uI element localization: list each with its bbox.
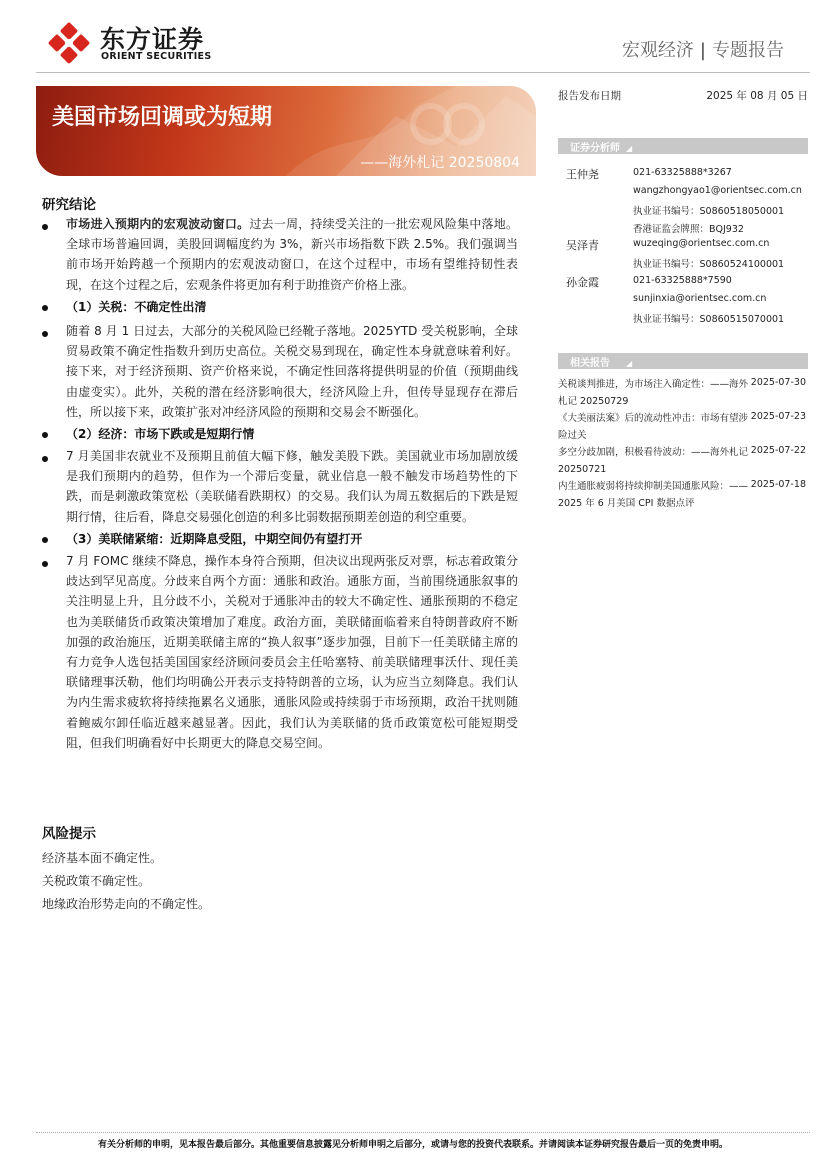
analyst-email[interactable]: wangzhongyao1@orientsec.com.cn: [633, 185, 802, 196]
heading-arrow-icon: ◢: [626, 144, 633, 153]
risk-item: 关税政策不确定性。: [42, 874, 151, 888]
category-sub-label: 专题报告: [712, 40, 784, 61]
footer-disclaimer: 有关分析师的申明，见本报告最后部分。其他重要信息披露见分析师申明之后部分，或请与您的投资代表联系。并请阅读本证券研究报告最后一页的免责申明。: [97, 1140, 728, 1150]
orient-logo-icon: [48, 22, 90, 64]
bullet-dot: [42, 561, 48, 567]
publish-date-value: 2025 年 08 月 05 日: [706, 90, 808, 102]
related-report-date: 2025-07-23: [750, 411, 806, 422]
category-separator: |: [699, 40, 706, 61]
header-divider: [36, 72, 810, 73]
fed-paragraph: 7 月 FOMC 继续不降息，操作本身符合预期，但决议出现两张反对票，标志着政策分歧达到罕见高度。分歧来自两个方面：通胀和政治。通胀方面，当前围绕通胀叙事的关注明显上升，且分歧不小，关税对于通胀冲击的较大不确定性、通胀预期的不稳定也为美联储货币政策决策增加了难度。政治方面，美联储面临着来自特朗普政府不断加强的政治施压，近期美联储主席的“换人叙事”逐步加强，目前下一任美联储主席的有力竞争人选包括美国国家经济顾问委员会主任哈塞特、前美联储理事沃什、现任美联储理事沃勒，他们均明确公开表示支持特朗普的立场，认为应当立刻降息。我们认为内生需求疲软将持续拖累名义通胀，通胀风险或持续弱于市场预期，政治干扰则随着鲍威尔卸任临近越来越显著。因此，我们认为美联储的货币政策宽松可能短期受阻，但我们明确看好中长期更大的降息交易空间。: [66, 554, 518, 750]
tariff-paragraph: 随着 8 月 1 日过去，大部分的关税风险已经靴子落地。2025YTD 受关税影响，全球贸易政策不确定性指数升到历史高位。关税交易到现在，确定性本身就意味着利好。接下来，对于经济预期、资产价格来说，不确定性回落将提供明显的价值（预期曲线由虚变实）。此外，关税的潜在经济影响很大，经济风险上升，但传导显现存在滞后性，所以接下来，政策扩张对冲经济风险的预期和交易会不断强化。: [66, 324, 518, 419]
analyst-phone: 021-63325888*7590: [633, 275, 732, 286]
report-subtitle: ——海外札记 20250804: [360, 155, 520, 171]
analyst-hk-license: 香港证监会牌照：BQJ932: [633, 224, 744, 235]
related-heading-bar: [558, 353, 808, 369]
bullet-dot: [42, 456, 48, 462]
related-heading: 相关报告: [570, 358, 610, 369]
logo-english-name: ORIENT SECURITIES: [101, 51, 212, 62]
related-report-date: 2025-07-18: [750, 479, 806, 490]
analyst-name: 孙金霞: [566, 276, 599, 289]
analyst-license: 执业证书编号：S0860515070001: [633, 314, 785, 325]
report-title: 美国市场回调或为短期: [52, 105, 273, 130]
title-banner: [36, 86, 536, 176]
related-report-date: 2025-07-22: [750, 445, 806, 456]
subheading-tariff: （1）关税：不确定性出清: [66, 300, 207, 314]
paragraph-text: 过去一周，持续受关注的一批宏观风险集中落地。全球市场普遍回调，美股回调幅度约为 3%，新兴市场指数下跌 2.5%。我们强调当前市场开始跨越一个预期内的宏观波动窗口，在这个过程中，市场有望维持韧性表现，在这个过程之后，宏观条件将更加有利于助推资产价格上涨。: [66, 217, 518, 292]
analyst-name: 吴泽青: [566, 239, 599, 252]
bullet-dot: [42, 331, 48, 337]
analyst-email[interactable]: wuzeqing@orientsec.com.cn: [633, 238, 770, 249]
footer-divider: [36, 1132, 810, 1133]
company-logo: [48, 20, 218, 64]
related-report-title[interactable]: 《大美丽法案》后的流动性冲击：市场有望涉险过关: [558, 413, 749, 441]
analyst-name: 王仲尧: [566, 168, 599, 181]
analyst-license: 执业证书编号：S0860524100001: [633, 259, 785, 270]
risk-item: 经济基本面不确定性。: [42, 851, 163, 865]
bullet-dot: [42, 224, 48, 230]
analyst-license: 执业证书编号：S0860518050001: [633, 206, 785, 217]
risk-item: 地缘政治形势走向的不确定性。: [42, 897, 211, 911]
bullet-dot: [42, 537, 48, 543]
related-report-title[interactable]: 关税谈判推进，为市场注入确定性：——海外札记 20250729: [558, 379, 749, 407]
bullet-dot: [42, 432, 48, 438]
related-report-date: 2025-07-30: [750, 377, 806, 388]
conclusion-heading: 研究结论: [42, 197, 96, 213]
paragraph-lead: 市场进入预期内的宏观波动窗口。: [66, 217, 250, 231]
analyst-email[interactable]: sunjinxia@orientsec.com.cn: [633, 293, 767, 304]
conclusion-paragraph: [66, 214, 518, 295]
economy-paragraph: 7 月美国非农就业不及预期且前值大幅下修，触发美股下跌。美国就业市场加剧放缓是我们预期内的趋势，但作为一个滞后变量，就业信息一般不触发市场趋势性的下跌，而是刺激政策宽松（美联储看跌期权）的交易。我们认为周五数据后的下跌是短期行情，往后看，降息交易强化创造的利多比弱数据预期差创造的利空重要。: [66, 449, 518, 524]
publish-date-label: 报告发布日期: [558, 90, 621, 102]
heading-arrow-icon: ◢: [626, 359, 633, 368]
related-report-title[interactable]: 多空分歧加剧，积极看待波动：——海外札记 20250721: [558, 447, 749, 475]
analysts-heading-bar: [558, 138, 808, 154]
risk-heading: 风险提示: [42, 826, 96, 842]
logo-chinese-name: 东方证券: [100, 25, 205, 54]
report-category: [622, 36, 784, 62]
subheading-fed: （3）美联储紧缩：近期降息受阻，中期空间仍有望打开: [66, 532, 363, 546]
analyst-phone: 021-63325888*3267: [633, 167, 732, 178]
related-report-title[interactable]: 内生通胀疲弱将持续抑制美国通胀风险：——2025 年 6 月美国 CPI 数据点评: [558, 481, 749, 509]
publish-date-row: [558, 88, 808, 103]
category-label: 宏观经济: [621, 40, 694, 61]
analysts-heading: 证券分析师: [570, 143, 620, 154]
bullet-dot: [42, 305, 48, 311]
subheading-economy: （2）经济：市场下跌或是短期行情: [66, 427, 255, 441]
